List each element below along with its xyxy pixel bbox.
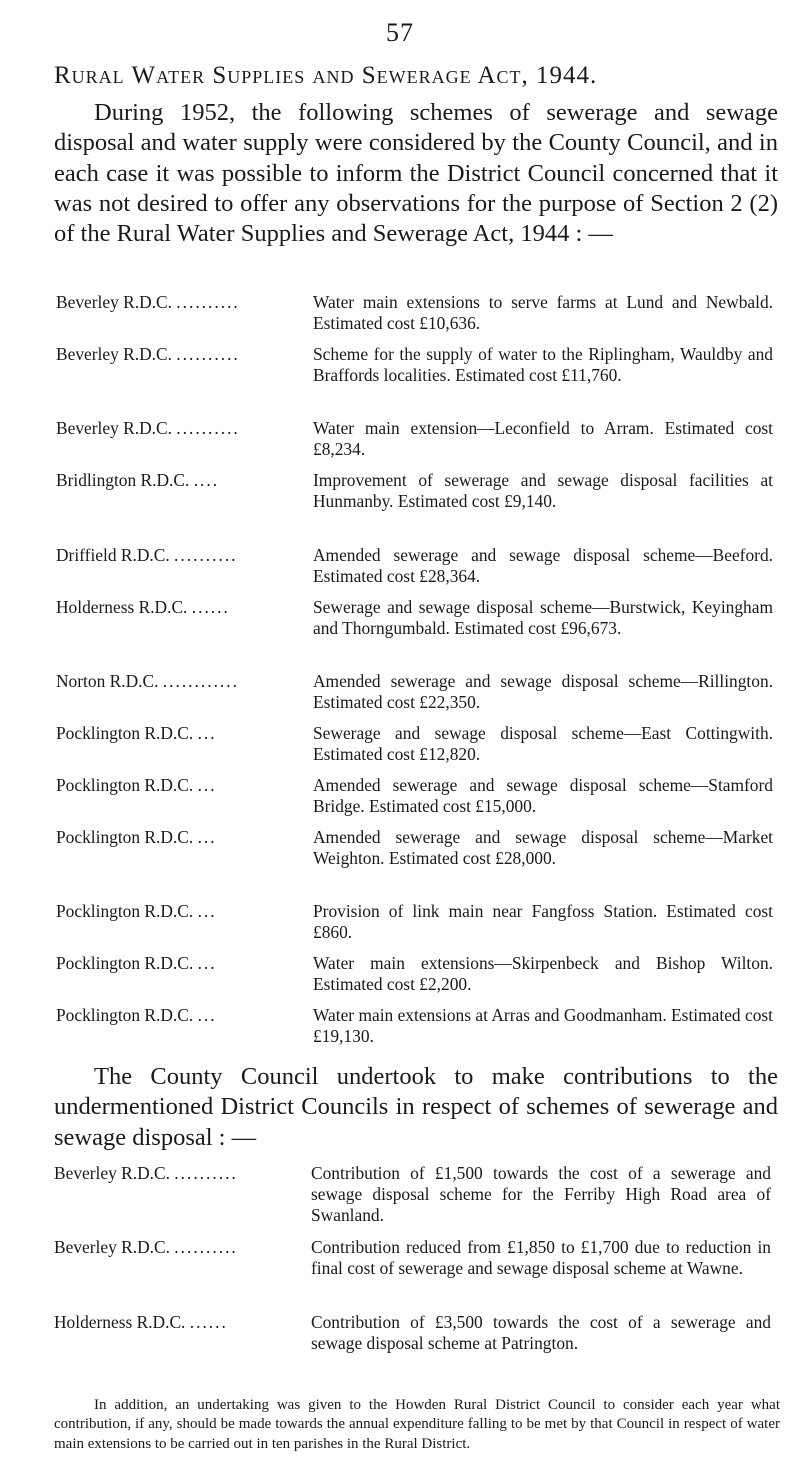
scheme-entry — [56, 953, 773, 995]
scheme-description: Water main extension—Leconfield to Arram. Estimated cost £8,234. — [313, 418, 773, 459]
contribution-council: Beverley R.D.C. .......... — [54, 1163, 238, 1183]
scheme-description: Amended sewerage and sewage disposal scheme—Beeford. Estimated cost £28,364. — [313, 545, 773, 586]
scheme-description: Improvement of sewerage and sewage disposal facilities at Hunmanby. Estimated cost £9,140. — [313, 470, 773, 511]
scheme-council: Pocklington R.D.C. ... — [56, 901, 217, 921]
contribution-description: Contribution reduced from £1,850 to £1,700 due to reduction in final cost of sewerage and sewage disposal scheme at Wawne. — [311, 1237, 771, 1278]
closing-paragraph-text: In addition, an undertaking was given to the Howden Rural District Council to consider each year what contribution, if any, should be made towards the annual expenditure falling to be met by that Council in respect of water main extensions to be carried out in ten parishes in the Rural District. — [54, 1397, 780, 1452]
scheme-entry — [56, 827, 773, 869]
scheme-description: Amended sewerage and sewage disposal scheme—Stamford Bridge. Estimated cost £15,000. — [313, 775, 773, 816]
contribution-description: Contribution of £1,500 towards the cost of a sewerage and sewage disposal scheme for the Ferriby High Road area of Swanland. — [311, 1163, 771, 1225]
closing-paragraph — [54, 1396, 780, 1454]
contribution-entry — [54, 1237, 771, 1279]
scheme-council: Beverley R.D.C. .......... — [56, 292, 240, 312]
scheme-entry — [56, 418, 773, 460]
scheme-council: Pocklington R.D.C. ... — [56, 953, 217, 973]
scheme-description: Water main extensions to serve farms at Lund and Newbald. Estimated cost £10,636. — [313, 292, 773, 333]
scheme-description: Sewerage and sewage disposal scheme—East Cottingwith. Estimated cost £12,820. — [313, 723, 773, 764]
scheme-council: Holderness R.D.C. ...... — [56, 597, 230, 617]
scheme-entry — [56, 545, 773, 587]
scheme-entry — [56, 775, 773, 817]
scheme-council: Beverley R.D.C. .......... — [56, 344, 240, 364]
section-heading: Rural Water Supplies and Sewerage Act, 1944. — [54, 62, 598, 89]
contribution-description: Contribution of £3,500 towards the cost of a sewerage and sewage disposal scheme at Patrington. — [311, 1312, 771, 1353]
scheme-council: Pocklington R.D.C. ... — [56, 827, 217, 847]
scheme-description: Water main extensions at Arras and Goodmanham. Estimated cost £19,130. — [313, 1005, 773, 1046]
contribution-entry — [54, 1312, 771, 1354]
scheme-entry — [56, 597, 773, 639]
scheme-council: Driffield R.D.C. .......... — [56, 545, 238, 565]
scheme-description: Water main extensions—Skirpenbeck and Bishop Wilton. Estimated cost £2,200. — [313, 953, 773, 994]
scheme-description: Amended sewerage and sewage disposal scheme—Market Weighton. Estimated cost £28,000. — [313, 827, 773, 868]
contribution-entry — [54, 1163, 771, 1226]
contributions-paragraph-text: The County Council undertook to make contributions to the undermentioned District Councils in respect of schemes of sewerage and sewage disposal : — — [54, 1063, 778, 1151]
scheme-council: Beverley R.D.C. .......... — [56, 418, 240, 438]
intro-paragraph — [54, 98, 778, 249]
scheme-entry — [56, 723, 773, 765]
contribution-council: Beverley R.D.C. .......... — [54, 1237, 238, 1257]
scheme-entry — [56, 470, 773, 512]
scheme-council: Bridlington R.D.C. .... — [56, 470, 220, 490]
page-number: 57 — [386, 18, 414, 47]
scheme-entry — [56, 1005, 773, 1047]
scheme-entry — [56, 292, 773, 334]
intro-paragraph-text: During 1952, the following schemes of sewerage and sewage disposal and water supply were considered by the County Council, and in each case it was possible to inform the District Council concerned that it was not desired to offer any observations for the purpose of Section 2 (2) of the Rural Water Supplies and Sewerage Act, 1944 : — — [54, 99, 778, 248]
scheme-entry — [56, 344, 773, 386]
scheme-description: Provision of link main near Fangfoss Station. Estimated cost £860. — [313, 901, 773, 942]
scheme-description: Amended sewerage and sewage disposal scheme—Rillington. Estimated cost £22,350. — [313, 671, 773, 712]
scheme-council: Norton R.D.C. ............ — [56, 671, 239, 691]
contribution-council: Holderness R.D.C. ...... — [54, 1312, 228, 1332]
scheme-council: Pocklington R.D.C. ... — [56, 1005, 217, 1025]
scheme-council: Pocklington R.D.C. ... — [56, 723, 217, 743]
scheme-description: Scheme for the supply of water to the Riplingham, Wauldby and Braffords localities. Estimated cost £11,760. — [313, 344, 773, 385]
scheme-description: Sewerage and sewage disposal scheme—Burstwick, Keyingham and Thorngumbald. Estimated cost £96,673. — [313, 597, 773, 638]
scheme-council: Pocklington R.D.C. ... — [56, 775, 217, 795]
scheme-entry — [56, 901, 773, 943]
contributions-paragraph — [54, 1062, 778, 1153]
scheme-entry — [56, 671, 773, 713]
